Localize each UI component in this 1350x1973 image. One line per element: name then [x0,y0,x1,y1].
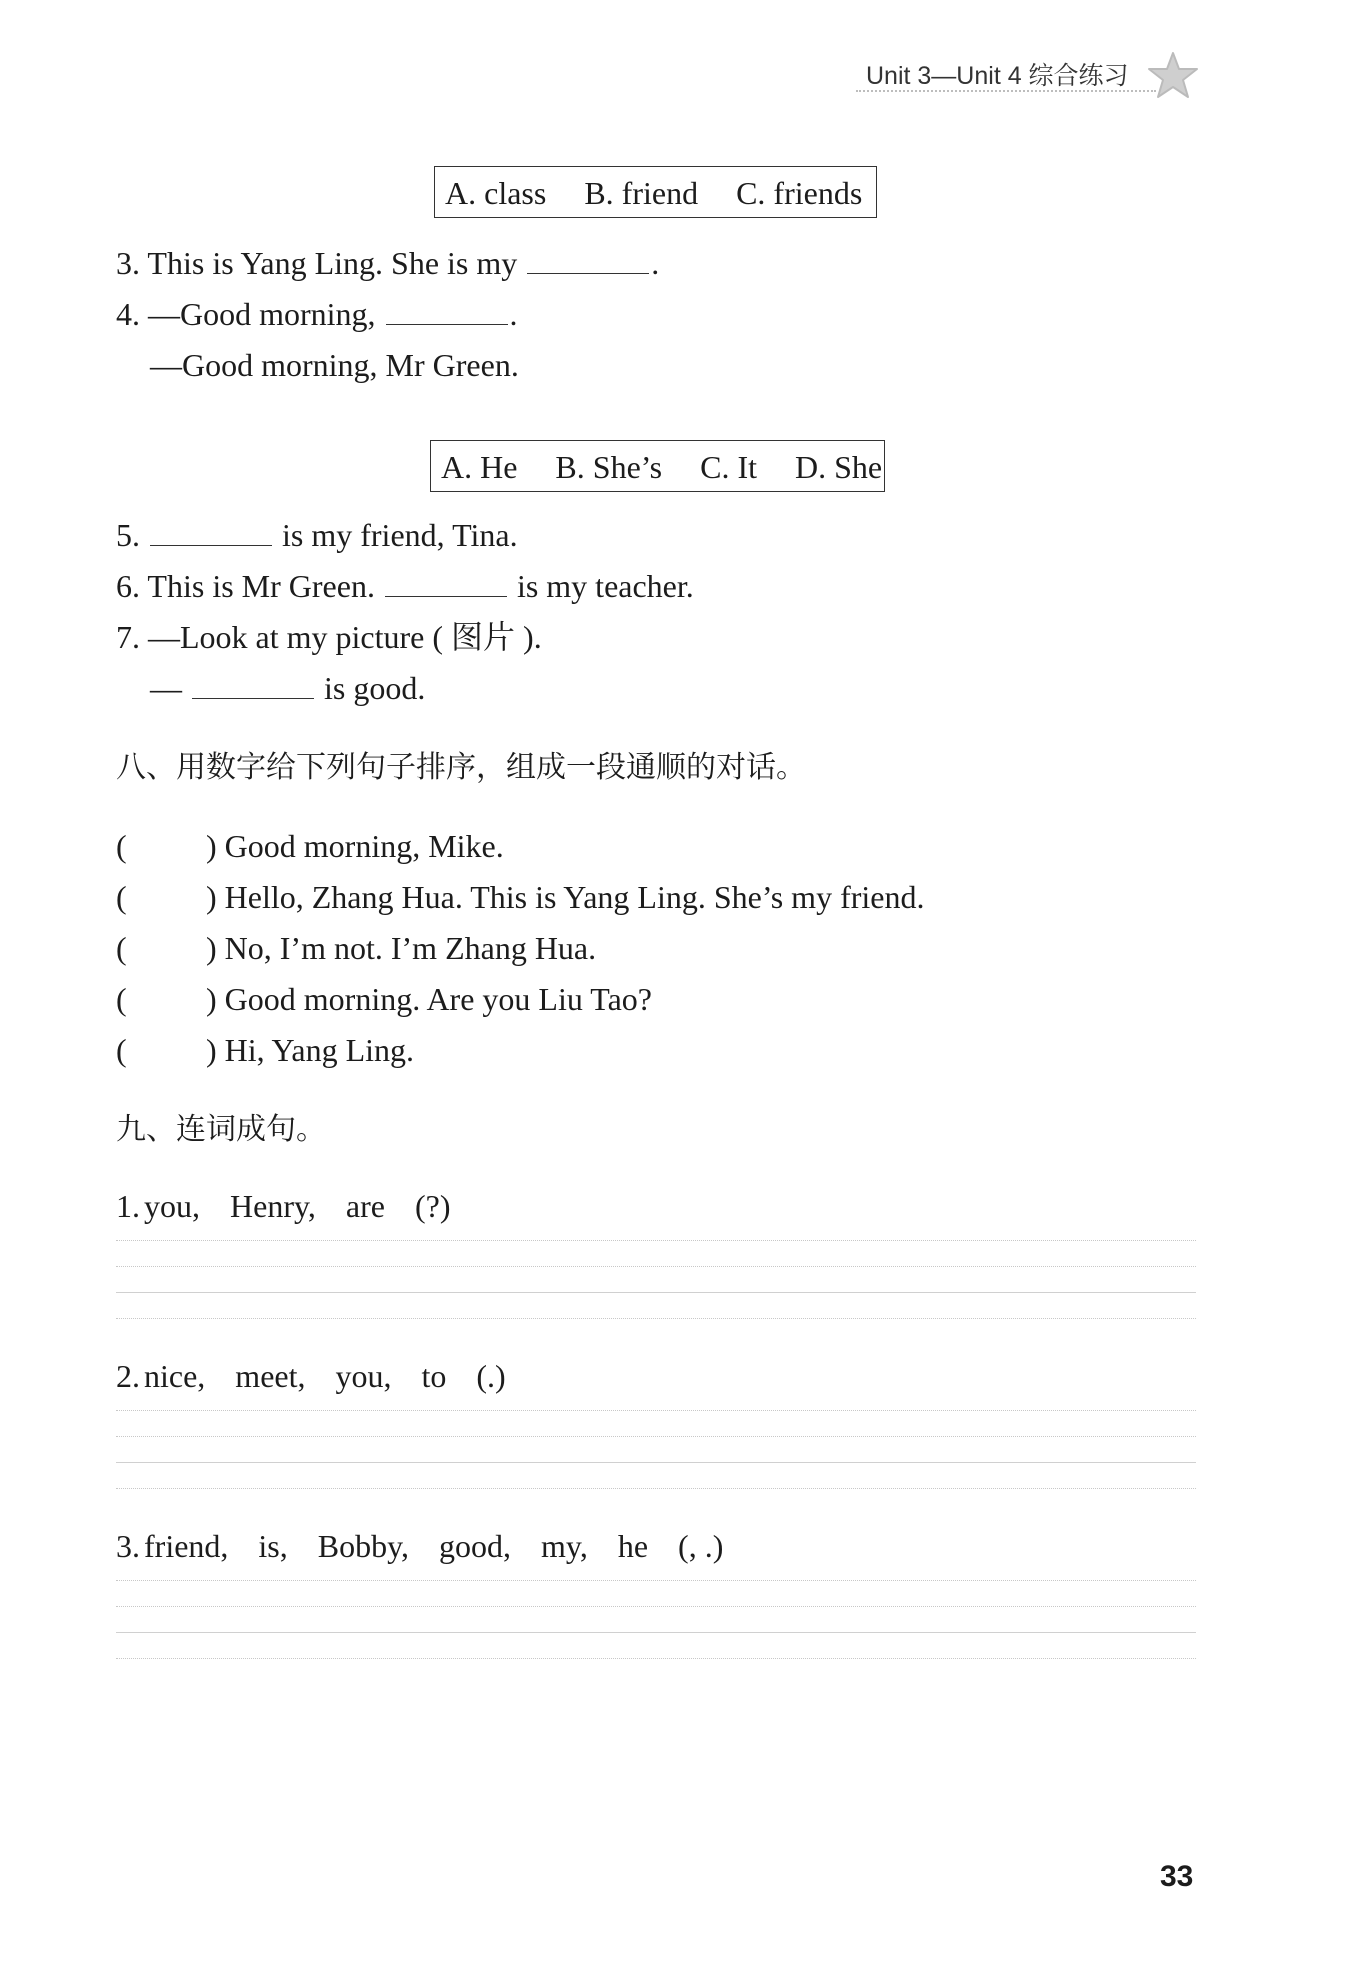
option: D. She [795,449,883,485]
answer-blank[interactable] [385,566,507,597]
order-item-3: ( ) No, I’m not. I’m Zhang Hua. [116,930,597,966]
answer-blank[interactable] [192,668,314,699]
word-order-item-2: 2. nice, meet, you, to (.) [116,1358,506,1394]
question-4: 4. —Good morning, . [116,296,518,332]
order-item-1: ( ) Good morning, Mike. [116,828,504,864]
writing-line[interactable] [116,1632,1196,1633]
question-4-reply: —Good morning, Mr Green. [150,347,519,383]
star-icon [1146,50,1200,100]
option: C. friends [736,175,863,211]
option: B. She’s [555,449,663,485]
option: A. class [445,175,547,211]
order-item-4: ( ) Good morning. Are you Liu Tao? [116,981,652,1017]
writing-line[interactable] [116,1410,1196,1411]
writing-line[interactable] [116,1580,1196,1581]
writing-line [116,1266,1196,1267]
question-7: 7. —Look at my picture ( 图片 ). [116,619,542,655]
order-input[interactable]: ( [116,879,127,915]
question-6: 6. This is Mr Green. is my teacher. [116,568,694,604]
order-input[interactable]: ( [116,981,127,1017]
section-9-title: 九、连词成句。 [116,1112,326,1147]
writing-line [116,1606,1196,1607]
word-order-item-1: 1. you, Henry, are (?) [116,1188,451,1224]
order-item-5: ( ) Hi, Yang Ling. [116,1032,415,1068]
section-8-title: 八、用数字给下列句子排序，组成一段通顺的对话。 [116,750,806,785]
writing-line[interactable] [116,1462,1196,1463]
word-order-item-3: 3. friend, is, Bobby, good, my, he (, .) [116,1528,724,1564]
page-header [856,50,1196,100]
options-box-2 [430,440,885,492]
answer-blank[interactable] [150,515,272,546]
answer-blank[interactable] [527,243,649,274]
writing-line[interactable] [116,1240,1196,1241]
writing-line [116,1436,1196,1437]
option: B. friend [584,175,699,211]
page-number: 33 [1160,1860,1194,1893]
option: A. He [441,449,518,485]
writing-line [116,1658,1196,1659]
answer-blank[interactable] [386,294,508,325]
question-3: 3. This is Yang Ling. She is my . [116,245,660,281]
writing-line[interactable] [116,1292,1196,1293]
order-item-2: ( ) Hello, Zhang Hua. This is Yang Ling. She’s my friend. [116,879,925,915]
order-input[interactable]: ( [116,828,127,864]
writing-line [116,1488,1196,1489]
option: C. It [700,449,757,485]
options-box-1 [434,166,877,218]
header-divider [856,90,1156,92]
question-5: 5. is my friend, Tina. [116,517,518,553]
order-input[interactable]: ( [116,1032,127,1068]
header-title: Unit 3—Unit 4 综合练习 [866,62,1129,90]
writing-line [116,1318,1196,1319]
question-7-reply: — is good. [150,670,426,706]
order-input[interactable]: ( [116,930,127,966]
